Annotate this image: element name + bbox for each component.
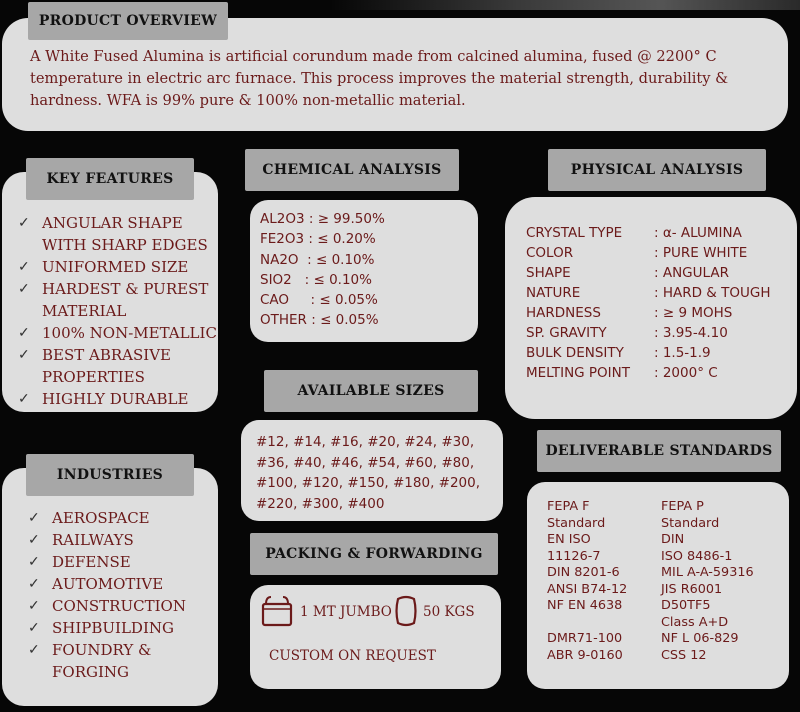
physical-row	[526, 343, 770, 363]
physical-key: BULK DENSITY	[526, 345, 624, 361]
chemical-list	[260, 209, 385, 331]
list-item-text: PROPERTIES	[42, 368, 145, 386]
sizes-line: #220, #300, #400	[256, 495, 385, 512]
list-item	[18, 256, 217, 278]
physical-row	[526, 323, 770, 343]
overview-line: temperature in electric arc furnace. This process improves the material strength, durability &	[30, 70, 729, 87]
list-item-text: AEROSPACE	[52, 509, 150, 527]
physical-value: : ≥ 9 MOHS	[654, 305, 733, 321]
sizes-list	[256, 432, 480, 514]
list-item	[18, 212, 217, 256]
physical-key: MELTING POINT	[526, 365, 631, 381]
check-icon: ✓	[28, 598, 40, 614]
physical-value: : 3.95-4.10	[654, 325, 728, 341]
list-item-text: CONSTRUCTION	[52, 597, 186, 615]
chemical-title: CHEMICAL ANALYSIS	[245, 149, 459, 191]
physical-list	[526, 223, 770, 383]
jumbo-bag-icon	[260, 595, 294, 627]
check-icon: ✓	[18, 347, 30, 363]
bag-label: 50 KGS	[423, 604, 475, 620]
standard-item: FEPA F	[547, 499, 590, 514]
physical-value: : α- ALUMINA	[654, 225, 742, 241]
physical-row	[526, 223, 770, 243]
list-item-text: RAILWAYS	[52, 531, 134, 549]
physical-key: CRYSTAL TYPE	[526, 225, 623, 241]
list-item-text: FOUNDRY &	[52, 641, 152, 659]
standard-item: 11126-7	[547, 548, 601, 564]
standard-item: ISO 8486-1	[661, 548, 733, 564]
standards-panel	[527, 482, 789, 689]
standards-title: DELIVERABLE STANDARDS	[537, 430, 781, 472]
industries-list	[28, 507, 186, 683]
standard-item: ANSI B74-12	[547, 581, 628, 597]
physical-row	[526, 363, 770, 383]
list-item	[28, 507, 186, 529]
standard-item: DIN 8201-6	[547, 565, 620, 580]
industries-title: INDUSTRIES	[26, 454, 194, 496]
physical-title: PHYSICAL ANALYSIS	[548, 149, 766, 191]
physical-row	[526, 303, 770, 323]
list-item	[28, 617, 186, 639]
standard-item: D50TF5	[661, 598, 711, 613]
physical-key: SHAPE	[526, 265, 571, 281]
standard-item: DIN	[661, 532, 685, 547]
sizes-line: #100, #120, #150, #180, #200,	[256, 475, 481, 491]
chemical-row: NA2O : ≤ 0.10%	[260, 251, 375, 268]
chemical-row: OTHER : ≤ 0.05%	[260, 312, 379, 329]
key-features-panel	[2, 172, 218, 412]
standard-item: JIS R6001	[661, 581, 723, 597]
list-item	[18, 278, 217, 322]
check-icon: ✓	[18, 215, 30, 231]
list-item	[28, 551, 186, 573]
standard-item: Standard	[661, 515, 720, 531]
standard-item: DMR71-100	[547, 631, 623, 646]
physical-value: : 1.5-1.9	[654, 345, 711, 361]
chemical-row: SIO2 : ≤ 0.10%	[260, 271, 372, 288]
physical-row	[526, 283, 770, 303]
chemical-panel	[250, 200, 478, 342]
list-item	[18, 388, 217, 410]
list-item-text: MATERIAL	[42, 302, 127, 320]
list-item-text: BEST ABRASIVE	[42, 346, 171, 364]
check-icon: ✓	[18, 281, 30, 297]
check-icon: ✓	[18, 391, 30, 407]
list-item-text: WITH SHARP EDGES	[42, 236, 208, 254]
jumbo-label: 1 MT JUMBO	[300, 604, 392, 620]
physical-key: HARDNESS	[526, 305, 601, 321]
check-icon: ✓	[18, 259, 30, 275]
standard-item: ABR 9-0160	[547, 647, 623, 663]
standards-col-left	[547, 499, 627, 664]
sizes-panel	[241, 420, 503, 521]
list-item-text: ANGULAR SHAPE	[42, 214, 183, 232]
physical-value: : ANGULAR	[654, 265, 729, 281]
check-icon: ✓	[28, 510, 40, 526]
physical-key: COLOR	[526, 245, 574, 261]
physical-key: NATURE	[526, 285, 581, 301]
sizes-line: #12, #14, #16, #20, #24, #30,	[256, 434, 475, 450]
key-features-list	[18, 212, 217, 410]
list-item	[28, 529, 186, 551]
physical-value: : HARD & TOUGH	[654, 285, 771, 301]
overview-line: A White Fused Alumina is artificial corundum made from calcined alumina, fused @ 2200° C	[30, 48, 717, 65]
standard-item: MIL A-A-59316	[661, 565, 754, 580]
physical-panel	[505, 197, 797, 419]
list-item-text: AUTOMOTIVE	[52, 575, 164, 593]
bag-icon	[393, 595, 419, 627]
standard-item: EN ISO	[547, 532, 591, 547]
list-item-text: DEFENSE	[52, 553, 131, 571]
chemical-row: CAO : ≤ 0.05%	[260, 292, 378, 309]
standard-item: FEPA P	[661, 499, 704, 514]
list-item-text: FORGING	[52, 663, 130, 681]
standard-item: Standard	[547, 515, 606, 531]
list-item-text: 100% NON-METALLIC	[42, 324, 217, 342]
list-item	[28, 639, 186, 683]
sizes-line: #36, #40, #46, #54, #60, #80,	[256, 454, 475, 471]
list-item-text: HARDEST & PUREST	[42, 280, 209, 298]
packing-title: PACKING & FORWARDING	[250, 533, 498, 575]
list-item	[18, 344, 217, 388]
top-decor-strip	[330, 0, 800, 10]
list-item	[28, 595, 186, 617]
list-item-text: UNIFORMED SIZE	[42, 258, 189, 276]
packing-panel	[250, 585, 501, 689]
physical-key: SP. GRAVITY	[526, 325, 607, 341]
industries-panel	[2, 468, 218, 706]
check-icon: ✓	[28, 532, 40, 548]
physical-value: : PURE WHITE	[654, 245, 748, 261]
standards-col-right	[661, 499, 754, 664]
overview-title: PRODUCT OVERVIEW	[28, 2, 228, 40]
sizes-title: AVAILABLE SIZES	[264, 370, 478, 412]
physical-value: : 2000° C	[654, 365, 718, 381]
standard-item: NF EN 4638	[547, 598, 623, 613]
chemical-row: AL2O3 : ≥ 99.50%	[260, 211, 385, 227]
check-icon: ✓	[28, 554, 40, 570]
custom-label: CUSTOM ON REQUEST	[269, 648, 436, 664]
physical-row	[526, 263, 770, 283]
check-icon: ✓	[28, 642, 40, 658]
list-item-text: HIGHLY DURABLE	[42, 390, 189, 408]
list-item	[18, 322, 217, 344]
list-item	[28, 573, 186, 595]
overview-line: hardness. WFA is 99% pure & 100% non-metallic material.	[30, 92, 466, 109]
standard-item: CSS 12	[661, 647, 707, 663]
overview-text	[30, 46, 728, 112]
list-item-text: SHIPBUILDING	[52, 619, 174, 637]
check-icon: ✓	[28, 576, 40, 592]
standard-item: Class A+D	[661, 614, 729, 630]
physical-row	[526, 243, 770, 263]
key-features-title: KEY FEATURES	[26, 158, 194, 200]
standard-item	[547, 615, 627, 632]
chemical-row: FE2O3 : ≤ 0.20%	[260, 231, 376, 248]
standard-item: NF L 06-829	[661, 631, 739, 646]
check-icon: ✓	[28, 620, 40, 636]
check-icon: ✓	[18, 325, 30, 341]
